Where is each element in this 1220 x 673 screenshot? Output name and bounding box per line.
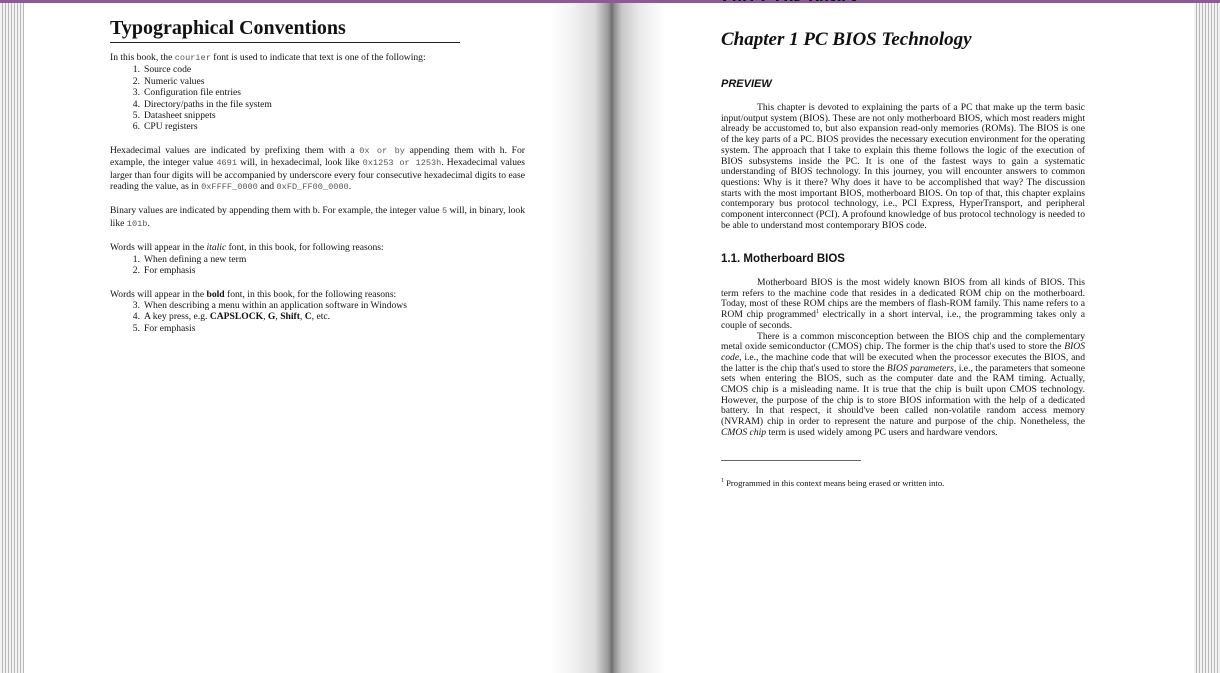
list-item: 4. A key press, e.g. CAPSLOCK, G, Shift, C, etc. bbox=[132, 311, 331, 323]
page-stack-edge-right bbox=[1194, 3, 1220, 673]
chapter-title: Chapter 1 PC BIOS Technology bbox=[721, 29, 972, 50]
list-item: 4. Directory/paths in the file system bbox=[132, 98, 272, 110]
list-item: 2. For emphasis bbox=[132, 265, 196, 277]
section-title: 1.1. Motherboard BIOS bbox=[721, 253, 845, 265]
list-item: 6. CPU registers bbox=[132, 121, 198, 133]
bold-intro: Words will appear in the bold font, in this book, for the following reasons: bbox=[110, 288, 397, 300]
list-item: 1. Source code bbox=[132, 64, 192, 76]
section-body bbox=[721, 278, 1085, 439]
book-gutter bbox=[550, 3, 665, 673]
preview-paragraph: This chapter is devoted to explaining the parts of a PC that make up the term basic input/output system (BIOS). These are not only motherboard BIOS, which most readers might already be accustomed to, but also expansion read-only memories (ROMs). The BIOS is one of the key parts of a PC. BIOS provides the necessary execution environment for the operating system. The approach that I take to explain this theme follows the logic of the execution of BIOS subsystems inside the PC. It is one of the fastest ways to gain a systematic understanding of BIOS technology. In this journey, you will encounter answers to common questions: Why is it there? Why does it have to be accomplished that way? The discussion starts with the most important BIOS, motherboard BIOS. On top of that, this chapter explains contemporary bus protocol technology, i.e., PCI Express, HyperTransport, and peripheral component interconnect (PCI). A profound knowledge of bus protocol technology is needed to be able to understand most contemporary BIOS code. bbox=[721, 102, 1085, 231]
page-heading: Typographical Conventions bbox=[110, 16, 460, 43]
page-stack-edge-left bbox=[0, 3, 24, 673]
list-item: 1. When defining a new term bbox=[132, 253, 247, 265]
footnote-separator bbox=[721, 460, 861, 461]
italic-intro: Words will appear in the italic font, in this book, for following reasons: bbox=[110, 242, 384, 254]
footnote: $^1$ Programmed in this context means being erased or written into. bbox=[721, 478, 945, 488]
motherboard-paragraph-1: Motherboard BIOS is the most widely known BIOS from all kinds of BIOS. This term refers to the machine code that resides in a dedicated ROM chip on the motherboard. Today, most of these ROM chips are the members of flash-ROM family. This name refers to a ROM chip programmed$^1$ electrically in a short interval, i.e., the programming takes only a couple of seconds. bbox=[721, 277, 1085, 331]
part-title bbox=[721, 0, 858, 1]
preview-heading: PREVIEW bbox=[721, 78, 772, 90]
list-item: 3. Configuration file entries bbox=[132, 87, 241, 99]
conventions-list bbox=[110, 64, 525, 132]
motherboard-paragraph-2: There is a common misconception between the BIOS chip and the complementary metal oxide semiconductor (CMOS) chip. The former is the chip that's used to store the BIOS code, i.e., the machine code that will be executed when the processor executes the BIOS, and the latter is the chip that's used to store the BIOS parameters, i.e., the parameters that someone sets when entering the BIOS, such as the computer date and the RAM timing. Actually, CMOS chip is a misleading name. It is true that the chip is built upon CMOS technology. However, the purpose of the chip is to store BIOS information with the help of a dedicated battery. In that respect, it should've been called non-volatile random access memory (NVRAM) chip in order to represent the nature and purpose of the chip. Nonetheless, the CMOS chip term is used widely among PC users and hardware vendors. bbox=[721, 330, 1085, 438]
list-item: 5. For emphasis bbox=[132, 322, 196, 334]
list-item: 5. Datasheet snippets bbox=[132, 110, 216, 122]
intro-paragraph: In this book, the courier font is used to indicate that text is one of the following: bbox=[110, 52, 426, 63]
list-item: 2. Numeric values bbox=[132, 75, 205, 87]
left-page bbox=[110, 14, 525, 334]
binary-paragraph: Binary values are indicated by appending them with b. For example, the integer value 5 will, in binary, look like 101b. bbox=[110, 205, 525, 229]
hex-paragraph: Hexadecimal values are indicated by prefixing them with a 0x or by appending them with h. For example, the integer value 4691 will, in hexadecimal, look like 0x1253 or 1253h. Hexadecimal values larger than four digits will be accompanied by underscore every four consecutive hexadecimal digits to ease reading the value, as in 0xFFFF_0000 and 0xFD_FF00_0000. bbox=[110, 144, 526, 193]
list-item: 3. When describing a menu within an application software in Windows bbox=[132, 299, 407, 311]
bold-reasons-list bbox=[110, 300, 525, 334]
italic-reasons-list bbox=[110, 254, 525, 277]
